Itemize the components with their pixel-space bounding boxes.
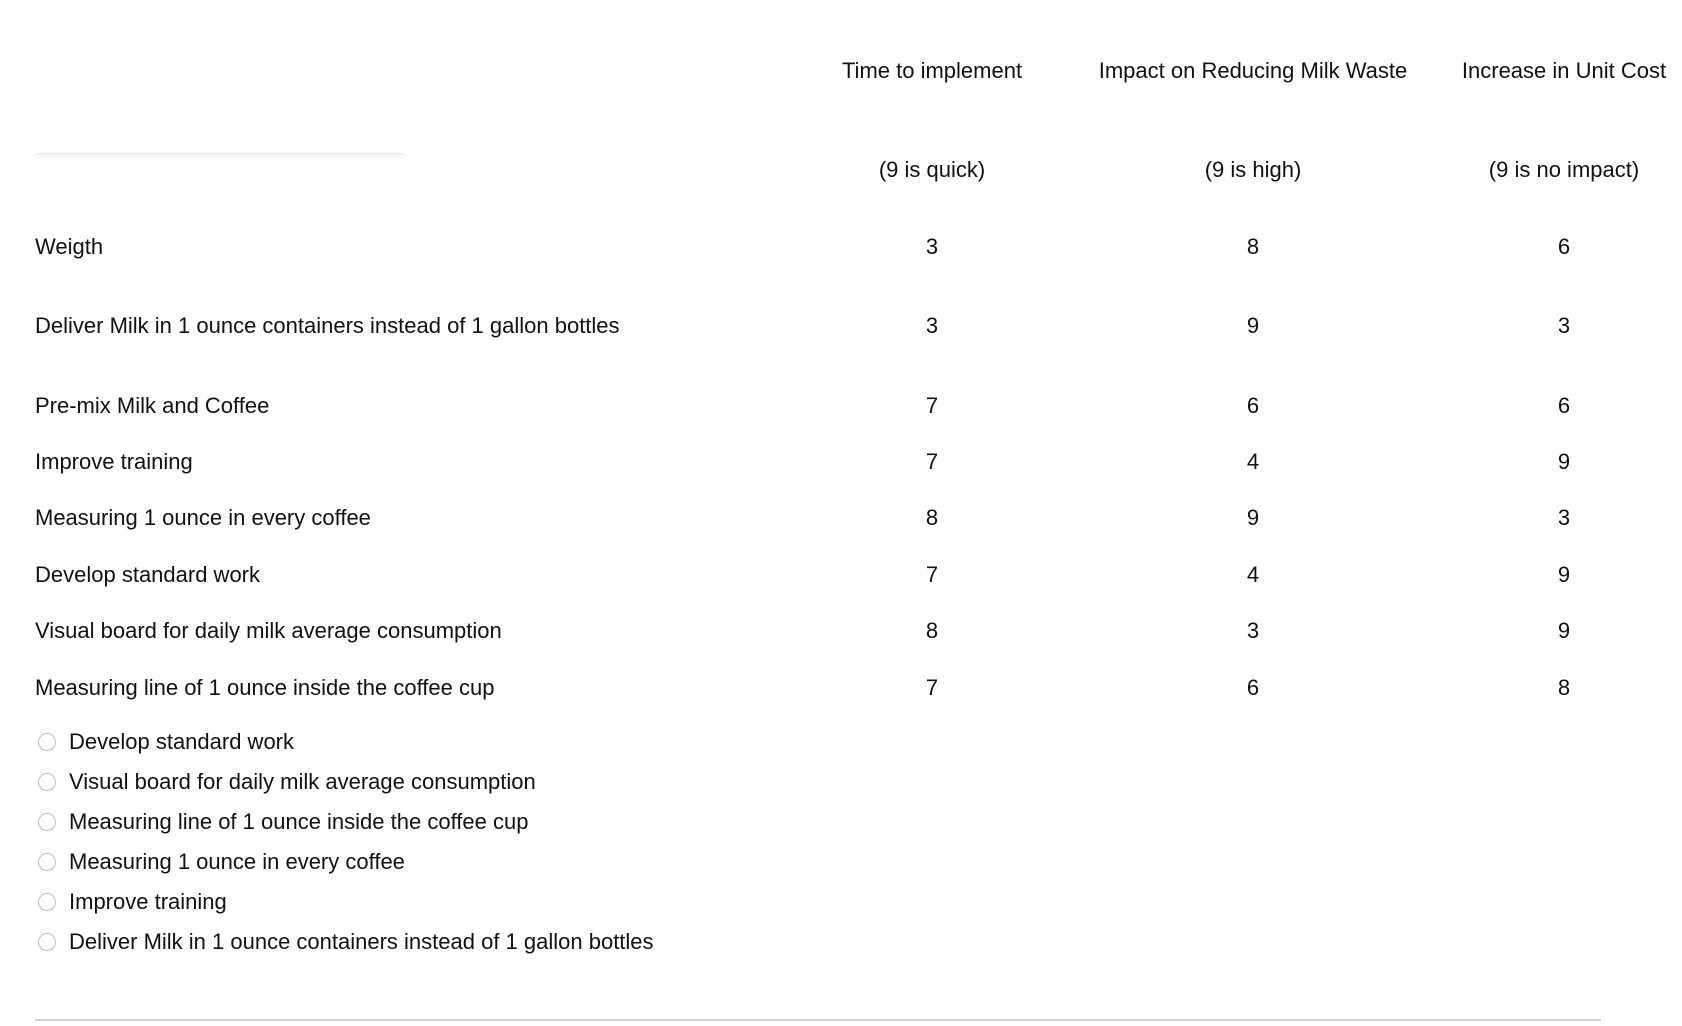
cell-time: 7 [925,562,939,587]
cell-time: 7 [925,675,939,700]
cell-unit-cost: 9 [1557,618,1571,643]
cell-unit-cost: 3 [1557,313,1571,338]
answer-options [38,722,654,962]
option-label[interactable]: Measuring line of 1 ounce inside the coffee cup [69,809,529,834]
cell-impact: 6 [1246,393,1260,418]
option-measuring-ounce[interactable] [38,842,654,882]
option-improve-training[interactable] [38,882,654,922]
cell-time: 8 [925,618,939,643]
option-label[interactable]: Deliver Milk in 1 ounce containers instead of 1 gallon bottles [69,929,654,954]
option-deliver-milk[interactable] [38,922,654,962]
column-header-time: Time to implement [841,58,1023,83]
cell-time: 3 [925,313,939,338]
radio-button[interactable] [38,933,56,951]
cell-unit-cost: 9 [1557,562,1571,587]
table-row [0,616,1682,646]
cell-impact: 3 [1246,618,1260,643]
row-label: Measuring 1 ounce in every coffee [35,505,371,530]
option-develop-standard-work[interactable] [38,722,654,762]
header-shadow-divider [36,153,404,155]
table-row [0,232,1682,262]
radio-button[interactable] [38,773,56,791]
cell-unit-cost: 6 [1557,393,1571,418]
radio-button[interactable] [38,813,56,831]
option-label[interactable]: Visual board for daily milk average consumption [69,769,536,794]
cell-unit-cost: 9 [1557,449,1571,474]
cell-impact: 4 [1246,562,1260,587]
bottom-divider [35,1019,1601,1021]
row-label: Deliver Milk in 1 ounce containers instead of 1 gallon bottles [35,313,620,338]
column-subtitle-impact: (9 is high) [1204,157,1302,182]
matrix-header [0,0,1682,200]
row-label: Develop standard work [35,562,261,587]
radio-button[interactable] [38,733,56,751]
column-subtitle-unit-cost: (9 is no impact) [1488,157,1640,182]
option-label[interactable]: Measuring 1 ounce in every coffee [69,849,405,874]
cell-unit-cost: 8 [1557,675,1571,700]
radio-button[interactable] [38,893,56,911]
table-row [0,503,1682,533]
row-label: Improve training [35,449,193,474]
option-measuring-line[interactable] [38,802,654,842]
cell-time: 7 [925,449,939,474]
option-visual-board[interactable] [38,762,654,802]
cell-time: 3 [925,234,939,259]
row-label: Weigth [35,234,104,259]
table-row [0,447,1682,477]
cell-impact: 8 [1246,234,1260,259]
table-row [0,391,1682,421]
row-label: Visual board for daily milk average consumption [35,618,502,643]
column-subtitle-time: (9 is quick) [878,157,986,182]
cell-impact: 9 [1246,313,1260,338]
cell-impact: 4 [1246,449,1260,474]
option-label[interactable]: Develop standard work [69,729,295,754]
table-row [0,673,1682,703]
option-label[interactable]: Improve training [69,889,227,914]
cell-impact: 9 [1246,505,1260,530]
cell-time: 7 [925,393,939,418]
row-label: Pre-mix Milk and Coffee [35,393,270,418]
radio-button[interactable] [38,853,56,871]
cell-impact: 6 [1246,675,1260,700]
column-header-impact: Impact on Reducing Milk Waste [1098,58,1408,83]
column-header-unit-cost: Increase in Unit Cost [1461,58,1667,83]
cell-unit-cost: 3 [1557,505,1571,530]
cell-unit-cost: 6 [1557,234,1571,259]
table-row [0,311,1682,341]
table-row [0,560,1682,590]
cell-time: 8 [925,505,939,530]
row-label: Measuring line of 1 ounce inside the coffee cup [35,675,495,700]
